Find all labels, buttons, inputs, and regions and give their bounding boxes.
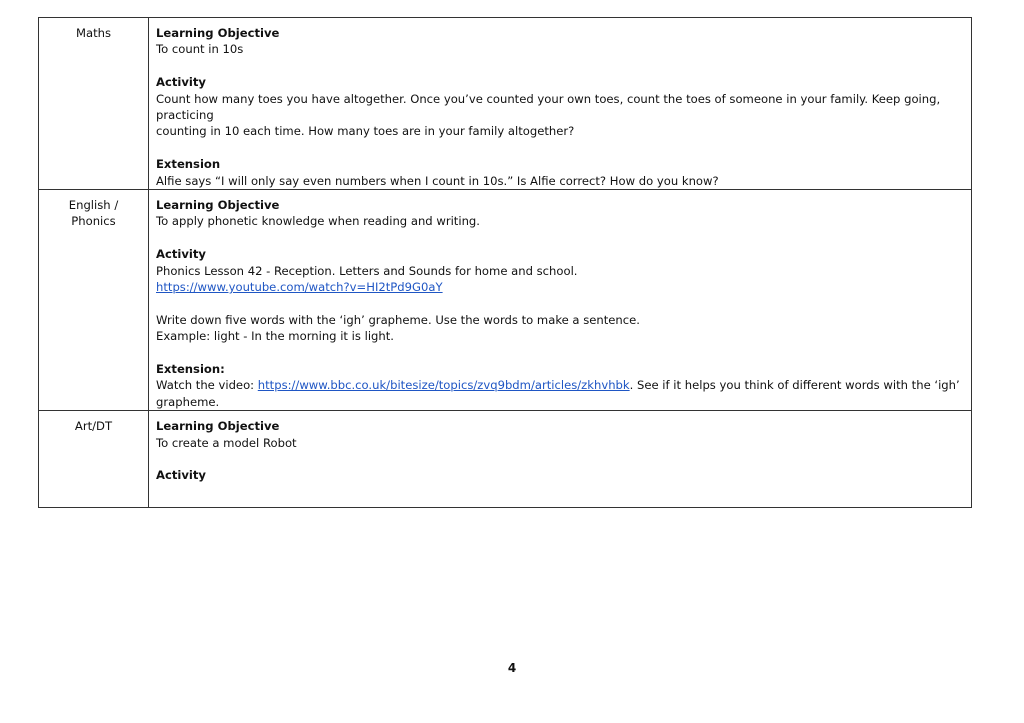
content-cell-maths (149, 18, 972, 190)
english-task-line-1: Write down five words with the ‘igh’ grapheme. Use the words to make a sentence. (156, 312, 640, 327)
subject-cell-art (39, 411, 149, 508)
maths-row (39, 18, 972, 190)
art-objective-text: To create a model Robot (156, 435, 297, 450)
art-dt-row (39, 411, 972, 508)
bbc-bitesize-link[interactable]: https://www.bbc.co.uk/bitesize/topics/zvq9bdm/articles/zkhvhbk (257, 378, 630, 393)
maths-objective-heading: Learning Objective (156, 26, 280, 40)
english-activity-link-line (156, 279, 965, 295)
spacer (156, 140, 965, 156)
spacer (156, 345, 965, 361)
page-number: 4 (507, 661, 517, 675)
english-extension-heading: Extension: (156, 362, 225, 377)
english-activity-line-1: Phonics Lesson 42 - Reception. Letters and Sounds for home and school. (156, 263, 578, 278)
subject-label-english-line-2: Phonics (71, 214, 116, 229)
spacer (156, 451, 965, 467)
subject-cell-english (39, 190, 149, 411)
english-extension-text (156, 377, 965, 410)
english-activity-heading: Activity (156, 247, 206, 262)
maths-objective-text: To count in 10s (156, 42, 244, 57)
lesson-plan-table (38, 17, 972, 508)
maths-activity-heading: Activity (156, 75, 206, 90)
spacer (156, 58, 965, 74)
extension-prefix: Watch the video: (156, 378, 258, 393)
english-phonics-row (39, 190, 972, 411)
maths-activity-line-2: counting in 10 each time. How many toes are in your family altogether? (156, 124, 575, 139)
content-cell-art (149, 411, 972, 508)
spacer (156, 295, 965, 311)
maths-activity-line-1: Count how many toes you have altogether. Once you’ve counted your own toes, count the toes of someone in your family. Keep going, practicing (156, 91, 941, 123)
art-objective-heading: Learning Objective (156, 419, 280, 434)
content-cell-english (149, 190, 972, 411)
english-objective-heading: Learning Objective (156, 198, 280, 213)
english-task-line-2: Example: light - In the morning it is light. (156, 329, 394, 344)
english-objective-text: To apply phonetic knowledge when reading and writing. (156, 214, 480, 229)
maths-extension-text: Alfie says “I will only say even numbers when I count in 10s.” Is Alfie correct? How do you know? (156, 173, 719, 188)
subject-label-art: Art/DT (74, 419, 113, 434)
art-activity-heading: Activity (156, 468, 206, 483)
extension-suffix: . See if it helps you think of different words with the ‘igh’ grapheme. (156, 378, 960, 409)
subject-cell-maths (39, 18, 149, 190)
youtube-phonics-link[interactable]: https://www.youtube.com/watch?v=HI2tPd9G0aY (156, 280, 443, 295)
subject-label-maths: Maths (75, 26, 112, 40)
maths-extension-heading: Extension (156, 157, 221, 172)
subject-label-english-line-1: English / (68, 198, 119, 213)
spacer (156, 230, 965, 246)
